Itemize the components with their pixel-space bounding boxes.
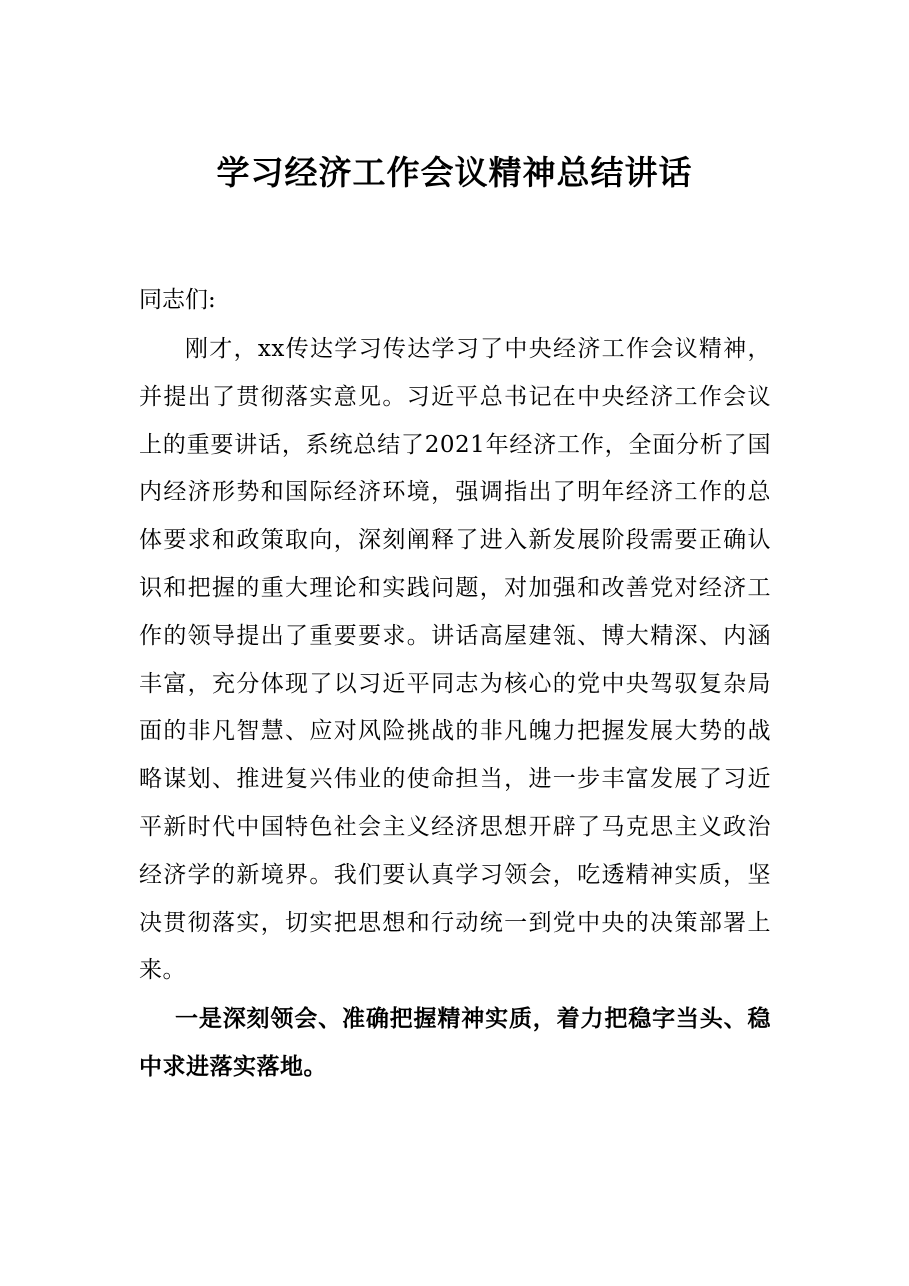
section-heading: 一是深刻领会、准确把握精神实质，着力把稳字当头、稳中求进落实落地。 [139,1005,771,1080]
document-title: 学习经济工作会议精神总结讲话 [216,153,693,192]
body-paragraph: 刚才，xx传达学习传达学习了中央经济工作会议精神，并提出了贯彻落实意见。习近平总书记在中央经济工作会议上的重要讲话，系统总结了2021年经济工作，全面分析了国内经济形势和国际经济环境，强调指出了明年经济工作的总体要求和政策取向，深刻阐释了进入新发展阶段需要正确认识和把握的重大理论和实践问题，对加强和改善党对经济工作的领导提出了重要要求。讲话高屋建瓴、博大精深、内涵丰富，充分体现了以习近平同志为核心的党中央驾驭复杂局面的非凡智慧、应对风险挑战的非凡魄力把握发展大势的战略谋划、推进复兴伟业的使命担当，进一步丰富发展了习近平新时代中国特色社会主义经济思想开辟了马克思主义政治经济学的新境界。我们要认真学习领会，吃透精神实质，坚决贯彻落实，切实把思想和行动统一到党中央的决策部署上来。 [139,336,771,984]
salutation: 同志们: [139,287,216,313]
